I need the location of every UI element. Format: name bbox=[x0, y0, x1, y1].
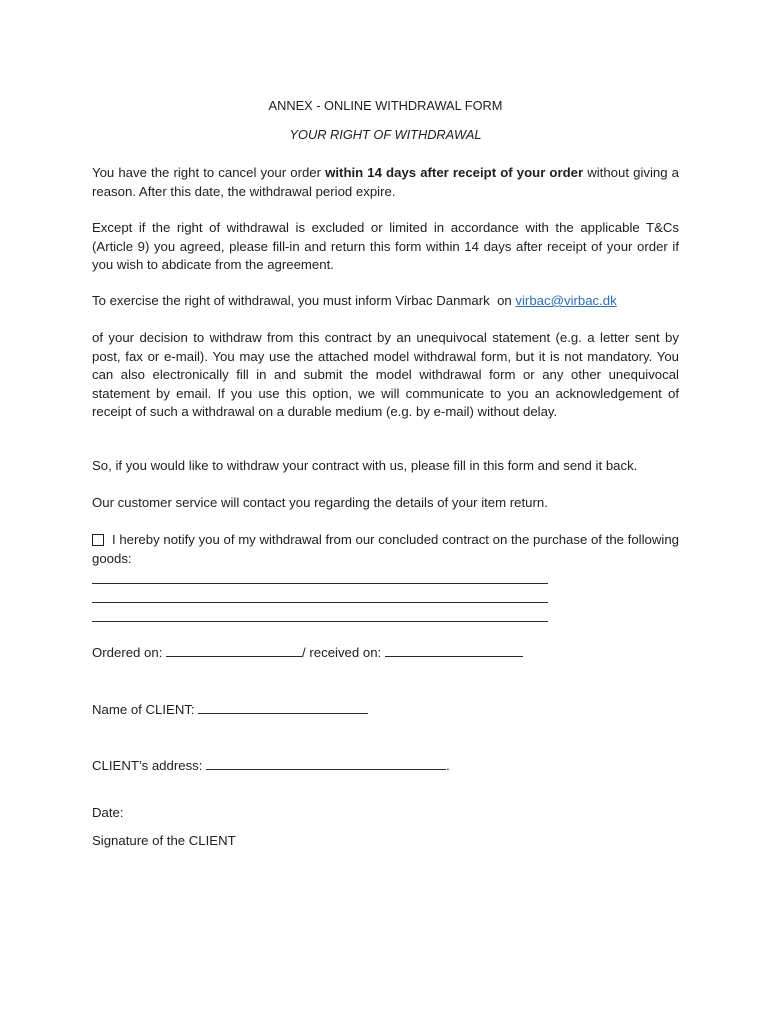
paragraph-exceptions: Except if the right of withdrawal is excluded or limited in accordance with the applicable T&Cs (Article 9) you agreed, please fill-in and return this form within 14 days after receipt of your order if you wish to abdicate from the agreement. bbox=[92, 220, 679, 272]
withdrawal-notice bbox=[92, 531, 679, 568]
client-name-label: Name of CLIENT: bbox=[92, 702, 195, 717]
signature-label: Signature of the CLIENT bbox=[92, 833, 236, 848]
page-title: ANNEX - ONLINE WITHDRAWAL FORM bbox=[268, 98, 503, 113]
received-on-field[interactable] bbox=[385, 644, 523, 657]
paragraph-decision: of your decision to withdraw from this contract by an unequivocal statement (e.g. a letter sent by post, fax or e-mail). You may use the attached model withdrawal form, but it is not mandatory. You can also electronically fill in and submit the model withdrawal form or any other unequivocal statement by email. If you use this option, we will communicate to you an acknowledgement of receipt of such a withdrawal on a durable medium (e.g. by e-mail) without delay. bbox=[92, 330, 679, 419]
goods-line-3[interactable] bbox=[92, 621, 548, 622]
goods-line-2[interactable] bbox=[92, 602, 548, 603]
received-on-label: / received on: bbox=[302, 645, 382, 660]
order-dates-row bbox=[92, 644, 523, 663]
client-name-field[interactable] bbox=[198, 701, 368, 714]
ordered-on-label: Ordered on: bbox=[92, 645, 163, 660]
client-address-end: . bbox=[446, 758, 450, 773]
withdrawal-notice-text: I hereby notify you of my withdrawal from our concluded contract on the purchase of the following goods: bbox=[92, 532, 679, 566]
paragraph-bold-text: within 14 days after receipt of your order bbox=[325, 165, 584, 180]
page-subtitle: YOUR RIGHT OF WITHDRAWAL bbox=[289, 127, 482, 142]
paragraph-text: To exercise the right of withdrawal, you must inform Virbac Danmark on bbox=[92, 293, 516, 308]
date-label: Date: bbox=[92, 805, 124, 820]
paragraph-customer-service: Our customer service will contact you regarding the details of your item return. bbox=[92, 495, 548, 510]
client-address-field[interactable] bbox=[206, 757, 446, 770]
email-link[interactable]: virbac@virbac.dk bbox=[515, 293, 617, 308]
ordered-on-field[interactable] bbox=[166, 644, 302, 657]
client-name-row bbox=[92, 701, 368, 720]
client-address-label: CLIENT’s address: bbox=[92, 758, 203, 773]
paragraph-text: without giving a reason. After this date, the withdrawal period expire. bbox=[92, 165, 679, 199]
paragraph-exercise-right bbox=[92, 292, 679, 311]
client-address-row bbox=[92, 757, 450, 776]
paragraph-text: You have the right to cancel your order bbox=[92, 165, 326, 180]
paragraph-right-to-cancel bbox=[92, 164, 679, 201]
withdrawal-checkbox[interactable] bbox=[92, 534, 104, 546]
paragraph-fill-form: So, if you would like to withdraw your contract with us, please fill in this form and send it back. bbox=[92, 458, 638, 473]
goods-line-1[interactable] bbox=[92, 583, 548, 584]
